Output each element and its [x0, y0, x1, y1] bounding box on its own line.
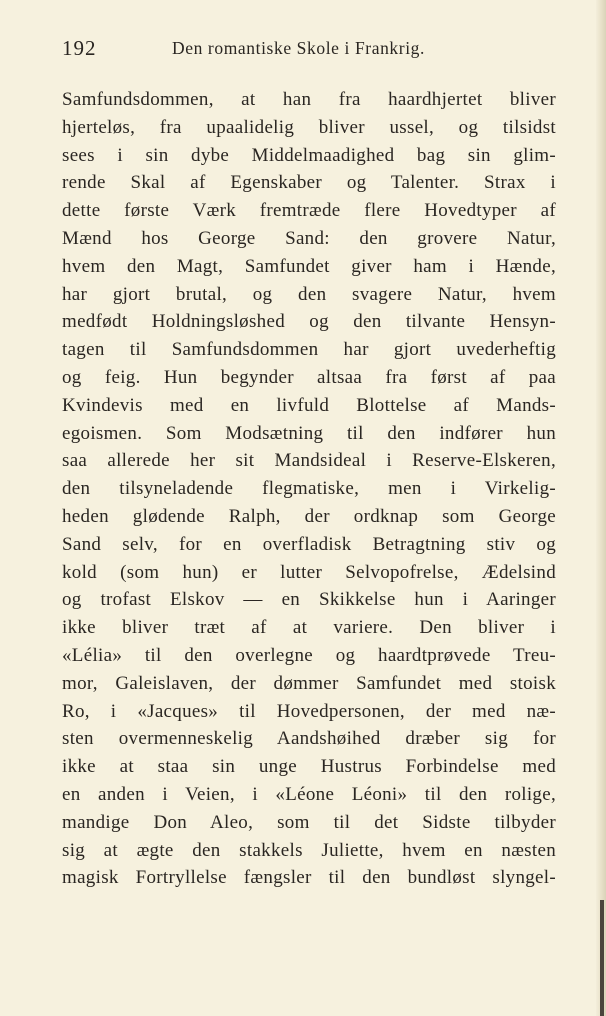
text-line-content: mor, Galeislaven, der dømmer Samfundet med stoisk — [62, 672, 556, 694]
text-line-content: rende Skal af Egenskaber og Talenter. Strax i — [62, 172, 556, 194]
text-line-content: mandige Don Aleo, som til det Sidste tilbyder — [62, 811, 556, 833]
text-line — [62, 364, 556, 392]
text-line — [62, 698, 556, 726]
text-line-content: ikke at staa sin unge Hustrus Forbindelse med — [62, 756, 556, 778]
text-line — [62, 114, 556, 142]
text-line-content: og feig. Hun begynder altsaa fra først af paa — [62, 366, 556, 388]
text-line-content: dette første Værk fremtræde flere Hovedtyper af — [62, 200, 556, 222]
text-line-content: heden glødende Ralph, der ordknap som George — [62, 505, 556, 527]
text-line — [62, 614, 556, 642]
text-line-content: ikke bliver træt af at variere. Den bliver i — [62, 617, 556, 639]
text-line — [62, 781, 556, 809]
text-line-content: Ro, i «Jacques» til Hovedpersonen, der med næ- — [62, 700, 556, 722]
text-line — [62, 503, 556, 531]
text-line — [62, 308, 556, 336]
text-line — [62, 586, 556, 614]
text-line-content: den tilsyneladende flegmatiske, men i Virkelig- — [62, 478, 556, 500]
text-line-content: sten overmenneskelig Aandshøihed dræber sig for — [62, 728, 556, 750]
text-line — [62, 420, 556, 448]
text-line — [62, 225, 556, 253]
text-line-content: sees i sin dybe Middelmaadighed bag sin glim- — [62, 144, 556, 166]
text-line — [62, 837, 556, 865]
running-title: Den romantiske Skole i Frankrig. — [172, 38, 425, 58]
text-line — [62, 197, 556, 225]
text-line — [62, 725, 556, 753]
text-line — [62, 336, 556, 364]
body-text — [62, 86, 556, 892]
text-line — [62, 392, 556, 420]
text-line — [62, 753, 556, 781]
text-line-content: kold (som hun) er lutter Selvopofrelse, Ædelsind — [62, 561, 556, 583]
text-line-content: «Lélia» til den overlegne og haardtprøvede Treu- — [62, 644, 556, 666]
text-line-content: Sand selv, for en overfladisk Betragtning stiv og — [62, 533, 556, 555]
text-line-content: Samfundsdommen, at han fra haardhjertet bliver — [62, 89, 556, 110]
text-line — [62, 253, 556, 281]
text-line — [62, 642, 556, 670]
text-line — [62, 169, 556, 197]
text-line — [62, 531, 556, 559]
text-line — [62, 809, 556, 837]
text-line-content: og trofast Elskov — en Skikkelse hun i Aaringer — [62, 589, 556, 611]
text-line-content: tagen til Samfundsdommen har gjort uvederheftig — [62, 339, 556, 361]
text-line-content: magisk Fortryllelse fængsler til den bundløst slyngel- — [62, 867, 556, 889]
page-edge — [596, 0, 606, 1016]
text-line-content: egoismen. Som Modsætning til den indfører hun — [62, 422, 556, 444]
text-line — [62, 281, 556, 309]
text-line-content: saa allerede her sit Mandsideal i Reserve-Elskeren, — [62, 450, 556, 472]
text-line — [62, 86, 556, 114]
text-line-content: sig at ægte den stakkels Juliette, hvem en næsten — [62, 839, 556, 861]
text-line-content: Mænd hos George Sand: den grovere Natur, — [62, 227, 556, 249]
page-number: 192 — [62, 36, 97, 60]
text-line — [62, 559, 556, 587]
text-line-content: medfødt Holdningsløshed og den tilvante Hensyn- — [62, 311, 556, 333]
text-line — [62, 864, 556, 892]
text-line-content: en anden i Veien, i «Léone Léoni» til den rolige, — [62, 783, 556, 805]
text-line-content: har gjort brutal, og den svagere Natur, hvem — [62, 283, 556, 305]
binding-shadow — [600, 900, 604, 1016]
text-line-content: Kvindevis med en livfuld Blottelse af Mands- — [62, 394, 556, 416]
text-line — [62, 447, 556, 475]
text-line-content: hvem den Magt, Samfundet giver ham i Hænde, — [62, 255, 556, 277]
text-line-content: hjerteløs, fra upaalidelig bliver ussel, og tilsidst — [62, 116, 556, 138]
text-line — [62, 475, 556, 503]
text-line — [62, 670, 556, 698]
page-header — [62, 36, 556, 64]
text-line — [62, 142, 556, 170]
